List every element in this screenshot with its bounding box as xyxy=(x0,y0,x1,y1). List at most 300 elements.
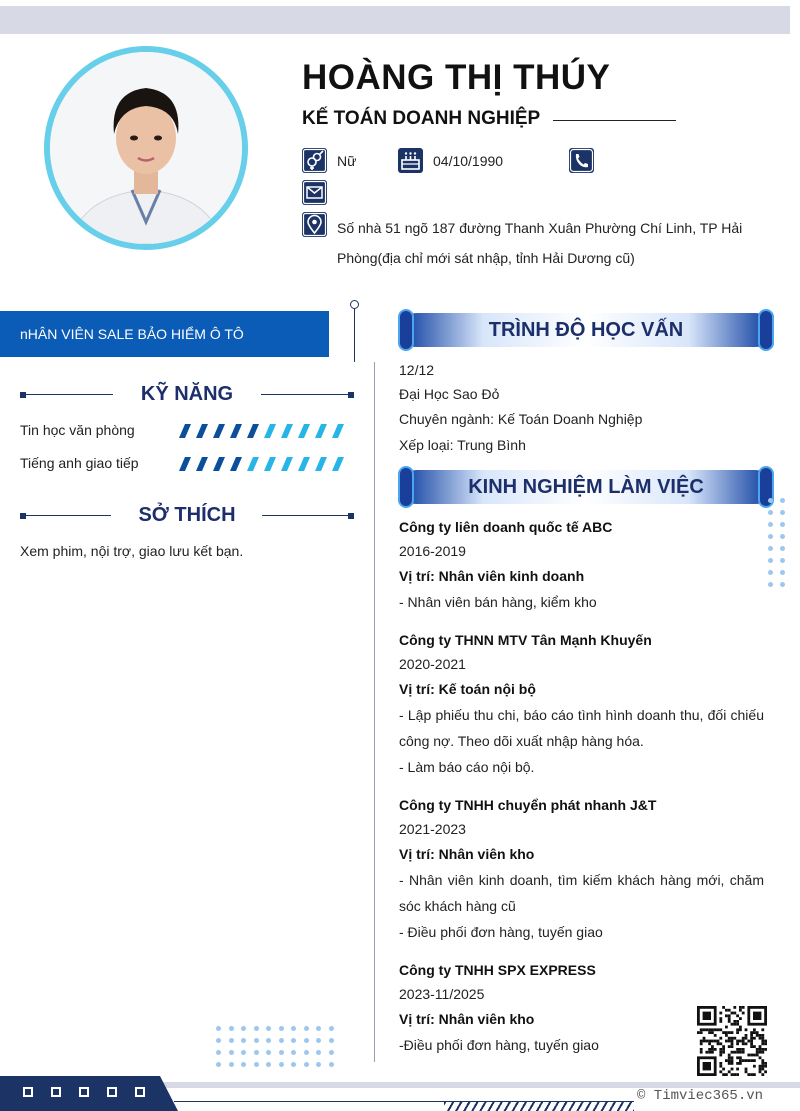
qr-module xyxy=(736,1042,739,1045)
qr-module xyxy=(733,1051,736,1054)
qr-module xyxy=(761,1037,764,1040)
decor-dot xyxy=(254,1026,259,1031)
skill-segment-empty xyxy=(332,424,344,438)
qr-module xyxy=(708,1028,711,1031)
address-value: Số nhà 51 ngõ 187 đường Thanh Xuân Phường Chí Linh, TP Hải Phòng(địa chỉ mới sát nhập, tỉnh Hải Dương cũ) xyxy=(337,220,743,266)
decor-dot xyxy=(216,1026,221,1031)
decor-dot xyxy=(768,546,773,551)
decor-dot xyxy=(329,1026,334,1031)
column-divider xyxy=(374,362,375,1062)
decor-dot xyxy=(768,522,773,527)
decor-dot xyxy=(291,1062,296,1067)
qr-module xyxy=(728,1062,731,1065)
job-period: 2020-2021 xyxy=(399,656,466,672)
qr-module xyxy=(697,1031,700,1034)
qr-module xyxy=(736,1014,739,1017)
decor-dot xyxy=(329,1050,334,1055)
qr-module xyxy=(750,1031,753,1034)
birthdate-value: 04/10/1990 xyxy=(433,153,504,169)
job-position: Vị trí: Nhân viên kinh doanh xyxy=(399,568,585,584)
decor-dot xyxy=(266,1026,271,1031)
qr-module xyxy=(739,1006,742,1009)
skill-segment-empty xyxy=(315,457,327,471)
decor-dot xyxy=(241,1062,246,1067)
square-icon xyxy=(51,1087,61,1097)
skill-segment-empty xyxy=(247,457,259,471)
qr-module xyxy=(739,1059,742,1062)
heading-line-left xyxy=(26,515,111,516)
job-period: 2023-11/2025 xyxy=(399,986,485,1002)
qr-module xyxy=(717,1028,720,1031)
qr-module xyxy=(747,1040,750,1043)
skill-segment-empty xyxy=(298,457,310,471)
heading-dot-right xyxy=(348,392,354,398)
gender-icon xyxy=(302,148,327,173)
qr-module xyxy=(753,1054,756,1057)
qr-module xyxy=(711,1051,714,1054)
decor-dot xyxy=(304,1026,309,1031)
qr-module xyxy=(731,1059,734,1062)
qr-module xyxy=(764,1062,767,1065)
job-period: 2016-2019 xyxy=(399,543,466,559)
qr-module xyxy=(745,1037,748,1040)
qr-module xyxy=(750,1073,753,1076)
qr-module xyxy=(753,1028,756,1031)
qr-finder xyxy=(753,1012,761,1020)
skill-segment-filled xyxy=(196,457,208,471)
qr-module xyxy=(725,1026,728,1029)
qr-module xyxy=(731,1042,734,1045)
qr-module xyxy=(761,1059,764,1062)
decorative-dot-grid xyxy=(768,498,788,590)
square-icon xyxy=(107,1087,117,1097)
qr-module xyxy=(759,1070,762,1073)
qr-module xyxy=(756,1054,759,1057)
hobbies-heading: SỞ THÍCH xyxy=(138,504,236,526)
qr-module xyxy=(745,1070,748,1073)
email-icon xyxy=(302,180,327,205)
decor-dot xyxy=(304,1062,309,1067)
heading-dot-left xyxy=(20,392,26,398)
qr-module xyxy=(725,1034,728,1037)
education-line: Đại Học Sao Đỏ xyxy=(399,386,500,402)
qr-module xyxy=(742,1006,745,1009)
decor-dot xyxy=(279,1062,284,1067)
qr-module xyxy=(742,1059,745,1062)
decor-dot xyxy=(316,1050,321,1055)
qr-module xyxy=(750,1045,753,1048)
education-line: 12/12 xyxy=(399,362,435,378)
qr-module xyxy=(708,1031,711,1034)
footer-stripes xyxy=(444,1102,634,1111)
experience-banner xyxy=(400,470,772,504)
decor-dot xyxy=(229,1038,234,1043)
qr-module xyxy=(761,1042,764,1045)
qr-module xyxy=(739,1009,742,1012)
timeline-line-top xyxy=(354,308,355,362)
job-description: - Nhân viên bán hàng, kiểm kho xyxy=(399,594,597,610)
qr-module xyxy=(761,1034,764,1037)
qr-module xyxy=(742,1012,745,1015)
hobbies-text: Xem phim, nội trợ, giao lưu kết bạn. xyxy=(20,543,244,559)
qr-module xyxy=(759,1045,762,1048)
qr-module xyxy=(719,1037,722,1040)
decor-dot xyxy=(304,1050,309,1055)
banner-cap-left xyxy=(398,309,414,351)
education-banner xyxy=(400,313,772,347)
decor-dot xyxy=(291,1038,296,1043)
qr-module xyxy=(764,1042,767,1045)
skill-segment-empty xyxy=(315,424,327,438)
qr-module xyxy=(719,1070,722,1073)
qr-module xyxy=(719,1017,722,1020)
decor-dot xyxy=(768,498,773,503)
job-period: 2021-2023 xyxy=(399,821,466,837)
qr-module xyxy=(739,1040,742,1043)
qr-module xyxy=(733,1012,736,1015)
qr-module xyxy=(736,1073,739,1076)
skill-segment-filled xyxy=(179,457,191,471)
qr-module xyxy=(747,1059,750,1062)
education-heading: TRÌNH ĐỘ HỌC VẤN xyxy=(488,319,684,341)
decor-dot xyxy=(254,1062,259,1067)
qr-module xyxy=(731,1012,734,1015)
decor-dot xyxy=(279,1050,284,1055)
qr-module xyxy=(731,1073,734,1076)
qr-module xyxy=(731,1068,734,1071)
qr-module xyxy=(700,1042,703,1045)
job-company: Công ty liên doanh quốc tế ABC xyxy=(399,519,613,535)
job-position: Vị trí: Nhân viên kho xyxy=(399,1011,535,1027)
qr-module xyxy=(759,1068,762,1071)
skill-segment-empty xyxy=(281,424,293,438)
qr-module xyxy=(711,1040,714,1043)
qr-module xyxy=(722,1006,725,1009)
qr-module xyxy=(753,1031,756,1034)
top-band xyxy=(0,6,790,34)
qr-module xyxy=(708,1051,711,1054)
qr-finder xyxy=(703,1062,711,1070)
skill-segment-filled xyxy=(230,424,242,438)
qr-module xyxy=(728,1031,731,1034)
qr-module xyxy=(761,1048,764,1051)
decor-dot xyxy=(241,1050,246,1055)
qr-module xyxy=(739,1051,742,1054)
qr-module xyxy=(725,1059,728,1062)
decor-dot xyxy=(279,1038,284,1043)
qr-module xyxy=(731,1031,734,1034)
qr-module xyxy=(714,1040,717,1043)
qr-module xyxy=(717,1040,720,1043)
qr-module xyxy=(708,1040,711,1043)
qr-module xyxy=(736,1020,739,1023)
heading-dot-left xyxy=(20,513,26,519)
qr-module xyxy=(717,1042,720,1045)
qr-module xyxy=(747,1073,750,1076)
qr-module xyxy=(719,1048,722,1051)
education-line: Xếp loại: Trung Bình xyxy=(399,437,526,453)
job-description: -Điều phối đơn hàng, tuyến giao xyxy=(399,1037,599,1053)
skill-segment-filled xyxy=(213,424,225,438)
qr-module xyxy=(711,1031,714,1034)
qr-module xyxy=(722,1073,725,1076)
decor-dot xyxy=(216,1062,221,1067)
qr-module xyxy=(742,1040,745,1043)
qr-module xyxy=(756,1051,759,1054)
decor-dot xyxy=(266,1050,271,1055)
qr-module xyxy=(711,1045,714,1048)
qr-module xyxy=(756,1034,759,1037)
job-description: - Điều phối đơn hàng, tuyến giao xyxy=(399,924,603,940)
skill-label: Tiếng anh giao tiếp xyxy=(20,455,139,471)
decor-dot xyxy=(768,534,773,539)
decor-dot xyxy=(291,1050,296,1055)
decor-dot xyxy=(316,1038,321,1043)
qr-module xyxy=(753,1073,756,1076)
qr-module xyxy=(719,1012,722,1015)
decor-dot xyxy=(229,1062,234,1067)
qr-module xyxy=(711,1028,714,1031)
qr-module xyxy=(728,1054,731,1057)
qr-module xyxy=(739,1026,742,1029)
qr-module xyxy=(731,1051,734,1054)
qr-module xyxy=(731,1023,734,1026)
qr-module xyxy=(736,1031,739,1034)
qr-module xyxy=(703,1028,706,1031)
qr-module xyxy=(756,1048,759,1051)
location-pin-icon xyxy=(302,212,327,237)
qr-module xyxy=(719,1028,722,1031)
qr-module xyxy=(750,1042,753,1045)
qr-module xyxy=(761,1028,764,1031)
qr-module xyxy=(736,1068,739,1071)
qr-module xyxy=(747,1054,750,1057)
qr-module xyxy=(764,1065,767,1068)
qr-module xyxy=(761,1062,764,1065)
qr-module xyxy=(722,1051,725,1054)
decor-dot xyxy=(780,582,785,587)
skills-heading: KỸ NĂNG xyxy=(140,383,234,405)
qr-module xyxy=(703,1037,706,1040)
qr-module xyxy=(736,1056,739,1059)
qr-module xyxy=(708,1042,711,1045)
qr-module xyxy=(736,1062,739,1065)
qr-module xyxy=(745,1028,748,1031)
qr-module xyxy=(739,1056,742,1059)
qr-module xyxy=(728,1045,731,1048)
qr-module xyxy=(750,1034,753,1037)
decor-dot xyxy=(780,498,785,503)
qr-module xyxy=(750,1037,753,1040)
avatar xyxy=(44,46,248,250)
qr-module xyxy=(719,1054,722,1057)
job-position: Vị trí: Nhân viên kho xyxy=(399,846,535,862)
qr-module xyxy=(705,1040,708,1043)
job-description: - Nhân viên kinh doanh, tìm kiếm khách hàng mới, chăm sóc khách hàng cũ xyxy=(399,872,764,914)
qr-module xyxy=(708,1048,711,1051)
qr-module xyxy=(745,1042,748,1045)
skill-segment-empty xyxy=(298,424,310,438)
qr-module xyxy=(700,1040,703,1043)
decor-dot xyxy=(780,570,785,575)
birthday-cake-icon xyxy=(398,148,423,173)
qr-finder xyxy=(703,1012,711,1020)
qr-module xyxy=(705,1028,708,1031)
qr-module xyxy=(750,1059,753,1062)
qr-module xyxy=(700,1048,703,1051)
qr-module xyxy=(728,1059,731,1062)
qr-module xyxy=(725,1009,728,1012)
qr-module xyxy=(719,1062,722,1065)
qr-module xyxy=(728,1040,731,1043)
qr-module xyxy=(742,1048,745,1051)
qr-module xyxy=(745,1034,748,1037)
qr-module xyxy=(725,1073,728,1076)
qr-module xyxy=(733,1073,736,1076)
candidate-name: HOÀNG THỊ THÚY xyxy=(302,58,611,97)
skill-level-bar xyxy=(176,423,346,439)
qr-module xyxy=(739,1017,742,1020)
skill-segment-empty xyxy=(281,457,293,471)
qr-module xyxy=(736,1051,739,1054)
decor-dot xyxy=(266,1062,271,1067)
education-line: Chuyên ngành: Kế Toán Doanh Nghiệp xyxy=(399,411,643,427)
decor-dot xyxy=(279,1026,284,1031)
gender-value: Nữ xyxy=(337,153,357,169)
career-objective-box xyxy=(0,311,329,357)
qr-module xyxy=(714,1034,717,1037)
qr-module xyxy=(756,1031,759,1034)
skill-segment-filled xyxy=(247,424,259,438)
qr-module xyxy=(750,1040,753,1043)
title-divider xyxy=(553,120,676,121)
decor-dot xyxy=(291,1026,296,1031)
skill-level-bar xyxy=(176,456,346,472)
decor-dot xyxy=(768,582,773,587)
qr-module xyxy=(761,1051,764,1054)
qr-module xyxy=(733,1023,736,1026)
decor-dot xyxy=(780,522,785,527)
qr-module xyxy=(731,1040,734,1043)
qr-module xyxy=(739,1028,742,1031)
qr-module xyxy=(761,1073,764,1076)
qr-module xyxy=(719,1020,722,1023)
square-icon xyxy=(135,1087,145,1097)
qr-module xyxy=(722,1048,725,1051)
qr-module xyxy=(733,1020,736,1023)
decor-dot xyxy=(768,510,773,515)
experience-heading: KINH NGHIỆM LÀM VIỆC xyxy=(468,476,704,498)
decor-dot xyxy=(780,546,785,551)
heading-line-right xyxy=(261,394,349,395)
qr-module xyxy=(759,1065,762,1068)
skill-segment-filled xyxy=(213,457,225,471)
qr-module xyxy=(736,1028,739,1031)
qr-module xyxy=(736,1023,739,1026)
career-objective: nHÂN VIÊN SALE BẢO HIỂM Ô TÔ xyxy=(20,326,244,342)
banner-cap-right xyxy=(758,309,774,351)
skill-segment-filled xyxy=(179,424,191,438)
square-icon xyxy=(79,1087,89,1097)
qr-module xyxy=(739,1048,742,1051)
decor-dot xyxy=(780,558,785,563)
decor-dot xyxy=(780,534,785,539)
qr-module xyxy=(745,1059,748,1062)
qr-module xyxy=(728,1014,731,1017)
qr-module xyxy=(733,1006,736,1009)
qr-module xyxy=(759,1034,762,1037)
skill-segment-empty xyxy=(332,457,344,471)
qr-module xyxy=(750,1054,753,1057)
qr-module xyxy=(714,1028,717,1031)
qr-module xyxy=(705,1051,708,1054)
qr-module xyxy=(703,1040,706,1043)
job-description: - Làm báo cáo nội bộ. xyxy=(399,759,535,775)
decor-dot xyxy=(254,1050,259,1055)
banner-cap-left xyxy=(398,466,414,508)
qr-module xyxy=(761,1040,764,1043)
qr-module xyxy=(711,1048,714,1051)
qr-module xyxy=(719,1051,722,1054)
qr-module xyxy=(764,1048,767,1051)
qr-module xyxy=(725,1031,728,1034)
qr-module xyxy=(753,1037,756,1040)
qr-module xyxy=(753,1045,756,1048)
profile-photo xyxy=(50,52,242,244)
qr-module xyxy=(700,1051,703,1054)
decor-dot xyxy=(241,1038,246,1043)
watermark: © Timviec365.vn xyxy=(637,1088,764,1104)
qr-module xyxy=(736,1048,739,1051)
decor-dot xyxy=(229,1026,234,1031)
qr-module xyxy=(722,1045,725,1048)
qr-module xyxy=(725,1014,728,1017)
skill-segment-empty xyxy=(264,424,276,438)
job-title: KẾ TOÁN DOANH NGHIỆP xyxy=(302,108,541,129)
qr-module xyxy=(753,1059,756,1062)
qr-module xyxy=(761,1065,764,1068)
qr-module xyxy=(761,1068,764,1071)
qr-module xyxy=(700,1031,703,1034)
decor-dot xyxy=(241,1026,246,1031)
qr-module xyxy=(728,1056,731,1059)
heading-line-left xyxy=(26,394,113,395)
skill-segment-filled xyxy=(196,424,208,438)
qr-module xyxy=(719,1042,722,1045)
qr-module xyxy=(736,1040,739,1043)
decor-dot xyxy=(304,1038,309,1043)
decor-dot xyxy=(329,1062,334,1067)
qr-module xyxy=(731,1062,734,1065)
qr-module xyxy=(722,1068,725,1071)
heading-line-right xyxy=(262,515,349,516)
qr-module xyxy=(742,1051,745,1054)
skill-segment-filled xyxy=(230,457,242,471)
qr-module xyxy=(731,1045,734,1048)
qr-module xyxy=(733,1037,736,1040)
qr-module xyxy=(700,1028,703,1031)
qr-module xyxy=(725,1040,728,1043)
qr-module xyxy=(759,1048,762,1051)
qr-module xyxy=(731,1056,734,1059)
qr-module xyxy=(731,1037,734,1040)
decor-dot xyxy=(768,558,773,563)
qr-module xyxy=(722,1031,725,1034)
qr-module xyxy=(764,1040,767,1043)
skill-segment-empty xyxy=(264,457,276,471)
decor-dot xyxy=(329,1038,334,1043)
decor-dot xyxy=(229,1050,234,1055)
